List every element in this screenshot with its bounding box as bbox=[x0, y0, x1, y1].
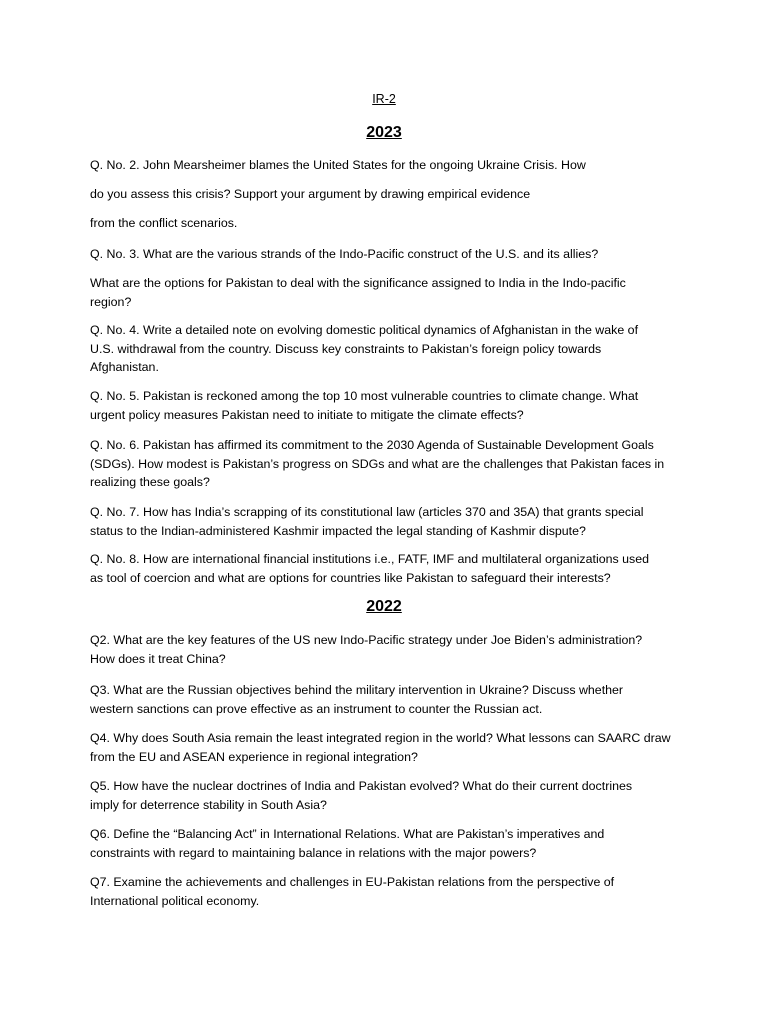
question-line: from the EU and ASEAN experience in regional integration? bbox=[90, 749, 418, 764]
question-line: as tool of coercion and what are options for countries like Pakistan to safeguard their interests? bbox=[90, 570, 611, 585]
question-line: from the conflict scenarios. bbox=[90, 216, 238, 230]
question-line: Q. No. 6. Pakistan has affirmed its commitment to the 2030 Agenda of Sustainable Development Goals bbox=[90, 438, 654, 452]
question-line: constraints with regard to maintaining balance in relations with the major powers? bbox=[90, 845, 537, 860]
question-paragraph bbox=[90, 777, 690, 814]
question-paragraph bbox=[90, 214, 690, 233]
question-line: What are the options for Pakistan to deal with the significance assigned to India in the Indo-pacific bbox=[90, 276, 626, 290]
question-line: Q4. Why does South Asia remain the least integrated region in the world? What lessons can SAARC draw bbox=[90, 731, 671, 745]
question-line: Afghanistan. bbox=[90, 360, 159, 374]
question-line: Q. No. 8. How are international financial institutions i.e., FATF, IMF and multilateral organizations used bbox=[90, 552, 649, 566]
question-paragraph bbox=[90, 185, 690, 204]
question-paragraph bbox=[90, 436, 690, 492]
question-line: Q7. Examine the achievements and challenges in EU-Pakistan relations from the perspective of bbox=[90, 875, 615, 889]
question-paragraph bbox=[90, 321, 690, 377]
question-line: Q6. Define the “Balancing Act” in International Relations. What are Pakistan’s imperatives and bbox=[90, 827, 605, 841]
document-title: IR-2 bbox=[372, 92, 396, 106]
year-heading: 2022 bbox=[366, 598, 402, 615]
question-line: status to the Indian-administered Kashmir impacted the legal standing of Kashmir dispute? bbox=[90, 523, 586, 538]
question-paragraph bbox=[90, 631, 690, 668]
question-paragraph bbox=[90, 156, 690, 175]
question-line: Q2. What are the key features of the US new Indo-Pacific strategy under Joe Biden’s administration? bbox=[90, 633, 643, 647]
question-line: Q. No. 3. What are the various strands of the Indo-Pacific construct of the U.S. and its allies? bbox=[90, 247, 599, 261]
question-paragraph bbox=[90, 550, 690, 587]
question-line: How does it treat China? bbox=[90, 651, 226, 666]
question-line: urgent policy measures Pakistan need to initiate to mitigate the climate effects? bbox=[90, 407, 524, 422]
question-paragraph bbox=[90, 729, 690, 766]
question-paragraph bbox=[90, 387, 690, 424]
question-line: Q. No. 7. How has India’s scrapping of its constitutional law (articles 370 and 35A) that grants special bbox=[90, 505, 644, 519]
question-line: International political economy. bbox=[90, 893, 260, 908]
question-line: U.S. withdrawal from the country. Discuss key constraints to Pakistan’s foreign policy towards bbox=[90, 341, 602, 356]
question-line: region? bbox=[90, 294, 132, 309]
question-paragraph bbox=[90, 274, 690, 311]
question-line: Q. No. 4. Write a detailed note on evolving domestic political dynamics of Afghanistan in the wake of bbox=[90, 323, 639, 337]
question-paragraph bbox=[90, 873, 690, 910]
question-line: Q. No. 2. John Mearsheimer blames the United States for the ongoing Ukraine Crisis. How bbox=[90, 158, 586, 172]
year-heading: 2023 bbox=[366, 124, 402, 141]
question-line: do you assess this crisis? Support your argument by drawing empirical evidence bbox=[90, 187, 531, 201]
question-line: Q. No. 5. Pakistan is reckoned among the top 10 most vulnerable countries to climate change. What bbox=[90, 389, 639, 403]
question-paragraph bbox=[90, 681, 690, 718]
question-line: western sanctions can prove effective as an instrument to counter the Russian act. bbox=[90, 701, 543, 716]
question-paragraph bbox=[90, 503, 690, 540]
question-paragraph bbox=[90, 245, 690, 264]
question-paragraph bbox=[90, 825, 690, 862]
question-line: imply for deterrence stability in South Asia? bbox=[90, 797, 327, 812]
question-line: Q5. How have the nuclear doctrines of India and Pakistan evolved? What do their current doctrines bbox=[90, 779, 633, 793]
question-line: (SDGs). How modest is Pakistan’s progress on SDGs and what are the challenges that Pakistan faces in bbox=[90, 456, 665, 471]
question-line: realizing these goals? bbox=[90, 475, 210, 489]
question-line: Q3. What are the Russian objectives behind the military intervention in Ukraine? Discuss whether bbox=[90, 683, 624, 697]
